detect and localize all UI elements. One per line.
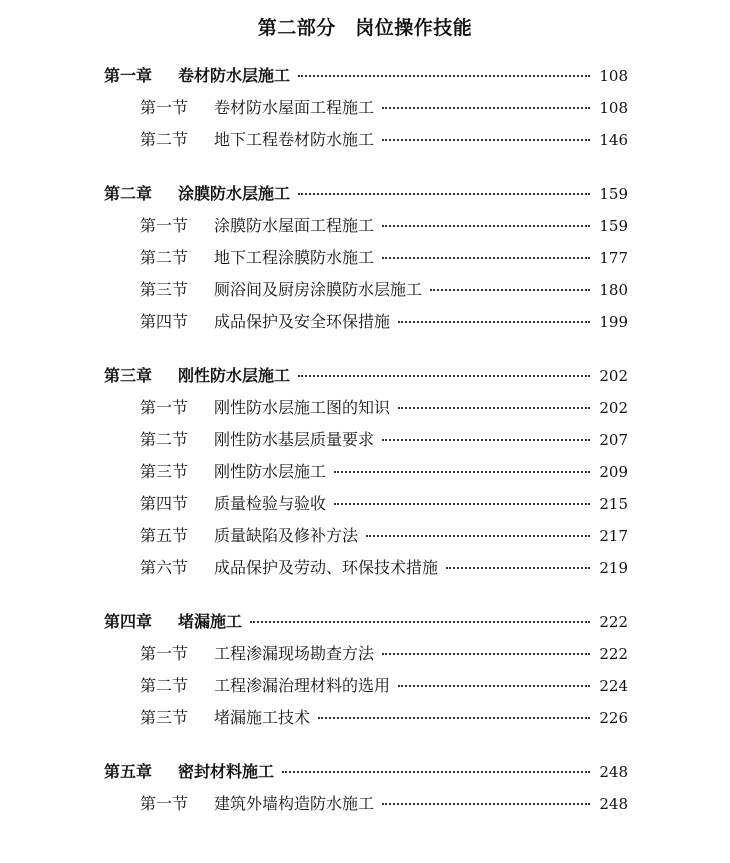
toc-section-entry[interactable] (0, 306, 730, 338)
section-title: 厕浴间及厨房涂膜防水层施工 (214, 280, 423, 299)
section-label: 第五节 (140, 526, 189, 545)
section-label: 第四节 (140, 312, 189, 331)
chapter-block (0, 360, 730, 584)
chapter-label: 第四章 (104, 612, 153, 631)
section-title: 地下工程涂膜防水施工 (214, 248, 375, 267)
page-number: 177 (599, 249, 628, 267)
section-label: 第二节 (140, 676, 189, 695)
section-label: 第三节 (140, 280, 189, 299)
dot-leader (334, 503, 590, 505)
toc-section-entry[interactable] (0, 392, 730, 424)
dot-leader (282, 771, 590, 773)
section-label: 第一节 (140, 794, 189, 813)
chapter-title: 卷材防水层施工 (178, 66, 291, 85)
dot-leader (298, 375, 590, 377)
section-label: 第三节 (140, 708, 189, 727)
section-title: 工程渗漏治理材料的选用 (214, 676, 391, 695)
page-number: 248 (599, 763, 628, 781)
toc-section-entry[interactable] (0, 788, 730, 820)
toc-section-entry[interactable] (0, 488, 730, 520)
chapter-title: 涂膜防水层施工 (178, 184, 291, 203)
chapter-title: 堵漏施工 (178, 612, 243, 631)
section-label: 第一节 (140, 98, 189, 117)
page-number: 222 (599, 645, 628, 663)
dot-leader (318, 717, 590, 719)
chapter-label: 第三章 (104, 366, 153, 385)
page-title: 第二部分 岗位操作技能 (257, 17, 473, 39)
dot-leader (298, 193, 590, 195)
chapter-block (0, 756, 730, 820)
toc-section-entry[interactable] (0, 702, 730, 734)
section-title: 堵漏施工技术 (214, 708, 311, 727)
toc-chapter-entry[interactable] (0, 60, 730, 92)
page-number: 209 (599, 463, 628, 481)
page-number: 180 (599, 281, 628, 299)
chapter-block (0, 60, 730, 156)
section-title: 建筑外墙构造防水施工 (214, 794, 375, 813)
section-label: 第一节 (140, 216, 189, 235)
dot-leader (398, 321, 590, 323)
dot-leader (298, 75, 590, 77)
dot-leader (382, 803, 590, 805)
page-number: 222 (599, 613, 628, 631)
section-title: 成品保护及安全环保措施 (214, 312, 391, 331)
section-label: 第六节 (140, 558, 189, 577)
dot-leader (250, 621, 590, 623)
page-number: 215 (599, 495, 628, 513)
toc-section-entry[interactable] (0, 210, 730, 242)
section-title: 刚性防水基层质量要求 (214, 430, 375, 449)
dot-leader (382, 439, 590, 441)
table-of-contents (0, 60, 730, 842)
dot-leader (430, 289, 590, 291)
dot-leader (334, 471, 590, 473)
dot-leader (398, 407, 590, 409)
section-title: 刚性防水层施工图的知识 (214, 398, 391, 417)
dot-leader (446, 567, 590, 569)
dot-leader (382, 107, 590, 109)
section-label: 第一节 (140, 644, 189, 663)
section-title: 工程渗漏现场勘查方法 (214, 644, 375, 663)
toc-section-entry[interactable] (0, 456, 730, 488)
section-label: 第二节 (140, 248, 189, 267)
toc-chapter-entry[interactable] (0, 606, 730, 638)
section-label: 第三节 (140, 462, 189, 481)
toc-section-entry[interactable] (0, 520, 730, 552)
dot-leader (382, 225, 590, 227)
chapter-block (0, 178, 730, 338)
toc-section-entry[interactable] (0, 92, 730, 124)
page-number: 108 (599, 67, 628, 85)
chapter-label: 第二章 (104, 184, 153, 203)
page-number: 224 (599, 677, 628, 695)
page-number: 207 (599, 431, 628, 449)
section-title: 地下工程卷材防水施工 (214, 130, 375, 149)
section-title: 质量检验与验收 (214, 494, 327, 513)
page-number: 202 (599, 367, 628, 385)
dot-leader (366, 535, 590, 537)
toc-chapter-entry[interactable] (0, 360, 730, 392)
page-number: 108 (599, 99, 628, 117)
chapter-block (0, 606, 730, 734)
page-number: 226 (599, 709, 628, 727)
section-title: 质量缺陷及修补方法 (214, 526, 359, 545)
chapter-title: 密封材料施工 (178, 762, 275, 781)
toc-section-entry[interactable] (0, 670, 730, 702)
section-title: 卷材防水屋面工程施工 (214, 98, 375, 117)
toc-section-entry[interactable] (0, 242, 730, 274)
toc-section-entry[interactable] (0, 424, 730, 456)
page-number: 202 (599, 399, 628, 417)
page-number: 159 (599, 217, 628, 235)
toc-section-entry[interactable] (0, 274, 730, 306)
section-label: 第二节 (140, 130, 189, 149)
section-title: 成品保护及劳动、环保技术措施 (214, 558, 439, 577)
toc-chapter-entry[interactable] (0, 178, 730, 210)
section-title: 涂膜防水屋面工程施工 (214, 216, 375, 235)
toc-section-entry[interactable] (0, 552, 730, 584)
page-number: 199 (599, 313, 628, 331)
dot-leader (382, 653, 590, 655)
page-number: 219 (599, 559, 628, 577)
dot-leader (398, 685, 590, 687)
dot-leader (382, 257, 590, 259)
page-number: 146 (599, 131, 628, 149)
section-label: 第一节 (140, 398, 189, 417)
toc-section-entry[interactable] (0, 124, 730, 156)
dot-leader (382, 139, 590, 141)
page-number: 217 (599, 527, 628, 545)
toc-section-entry[interactable] (0, 638, 730, 670)
section-title: 刚性防水层施工 (214, 462, 327, 481)
chapter-label: 第一章 (104, 66, 153, 85)
page-number: 248 (599, 795, 628, 813)
toc-chapter-entry[interactable] (0, 756, 730, 788)
chapter-title: 刚性防水层施工 (178, 366, 291, 385)
section-label: 第二节 (140, 430, 189, 449)
chapter-label: 第五章 (104, 762, 153, 781)
section-label: 第四节 (140, 494, 189, 513)
page-number: 159 (599, 185, 628, 203)
